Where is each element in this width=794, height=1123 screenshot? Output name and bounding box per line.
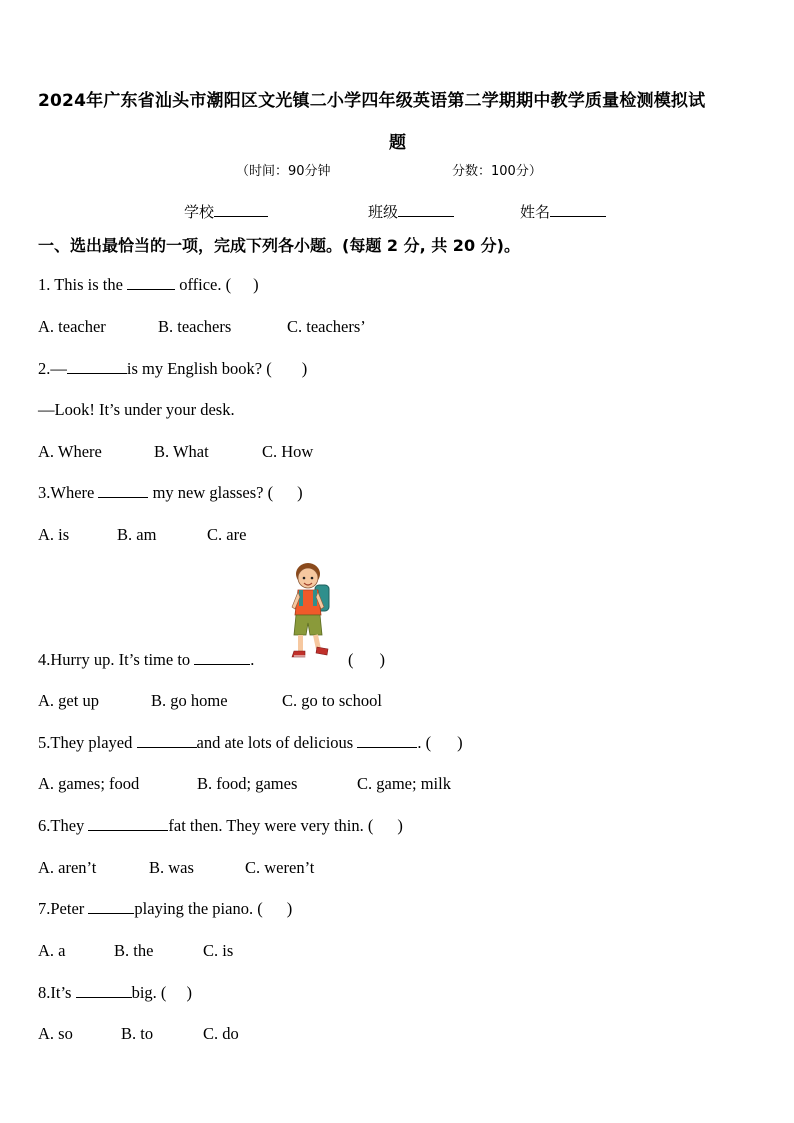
option-a: A. a — [38, 941, 66, 960]
page-title: 2024年广东省汕头市潮阳区文光镇二小学四年级英语第二学期期中教学质量检测模拟试 — [38, 91, 706, 111]
total-score: 分数：100分） — [452, 164, 542, 179]
question-4: 4.Hurry up. It’s time to . — [38, 650, 255, 669]
question-6: 6.They fat then. They were very thin. ( ) — [38, 816, 403, 835]
question-7: 7.Peter playing the piano. ( ) — [38, 899, 293, 918]
boy-with-backpack-image — [284, 561, 338, 663]
option-b: B. What — [154, 442, 209, 461]
option-a: A. is — [38, 525, 70, 544]
option-a: A. so — [38, 1024, 73, 1043]
answer-blank — [88, 912, 134, 914]
option-c: C. How — [262, 442, 314, 461]
options-5 — [38, 774, 451, 794]
question-4-paren: ( ) — [348, 650, 385, 669]
options-1 — [38, 317, 366, 337]
answer-blank-1 — [137, 746, 197, 748]
option-c: C. are — [207, 525, 247, 544]
option-a: A. games; food — [38, 774, 140, 793]
question-5: 5.They played and ate lots of delicious . ( ) — [38, 733, 463, 752]
option-b: B. to — [121, 1024, 154, 1043]
option-b: B. am — [117, 525, 157, 544]
school-field — [184, 201, 268, 222]
section-heading: 一、选出最恰当的一项，完成下列各小题。(每题 2 分, 共 20 分)。 — [38, 236, 520, 255]
name-label: 姓名 — [520, 203, 551, 221]
options-6 — [38, 858, 314, 878]
option-b: B. teachers — [158, 317, 232, 336]
option-c: C. do — [203, 1024, 239, 1043]
option-c: C. weren’t — [245, 858, 315, 877]
answer-blank — [88, 829, 168, 831]
options-3 — [38, 525, 246, 545]
options-2 — [38, 442, 313, 462]
name-field — [520, 201, 606, 222]
answer-blank-2 — [357, 746, 417, 748]
option-c: C. is — [203, 941, 234, 960]
school-label: 学校 — [184, 203, 215, 221]
page-title-continued: 题 — [389, 133, 407, 153]
option-c: C. game; milk — [357, 774, 451, 793]
option-a: A. aren’t — [38, 858, 97, 877]
answer-blank — [194, 663, 250, 665]
option-b: B. was — [149, 858, 194, 877]
question-1: 1. This is the office. ( ) — [38, 275, 259, 294]
option-b: B. the — [114, 941, 154, 960]
option-a: A. Where — [38, 442, 102, 461]
answer-blank — [98, 496, 148, 498]
option-b: B. go home — [151, 691, 228, 710]
question-3: 3.Where my new glasses? ( ) — [38, 483, 303, 502]
options-7 — [38, 941, 233, 961]
school-blank — [214, 215, 268, 217]
option-c: C. go to school — [282, 691, 382, 710]
option-b: B. food; games — [197, 774, 298, 793]
option-c: C. teachers’ — [287, 317, 366, 336]
name-blank — [550, 215, 606, 217]
question-2: 2.— is my English book? ( ) — [38, 359, 308, 378]
class-blank — [398, 215, 454, 217]
class-field — [368, 201, 454, 222]
question-2-line2: —Look! It’s under your desk. — [38, 400, 235, 419]
question-8: 8.It’s big. ( ) — [38, 983, 192, 1002]
options-8 — [38, 1024, 239, 1044]
answer-blank — [76, 996, 132, 998]
answer-blank — [67, 372, 127, 374]
answer-blank — [127, 288, 175, 290]
option-a: A. teacher — [38, 317, 106, 336]
time-limit: （时间：90分钟 — [236, 164, 331, 179]
class-label: 班级 — [368, 203, 399, 221]
option-a: A. get up — [38, 691, 99, 710]
options-4 — [38, 691, 382, 711]
